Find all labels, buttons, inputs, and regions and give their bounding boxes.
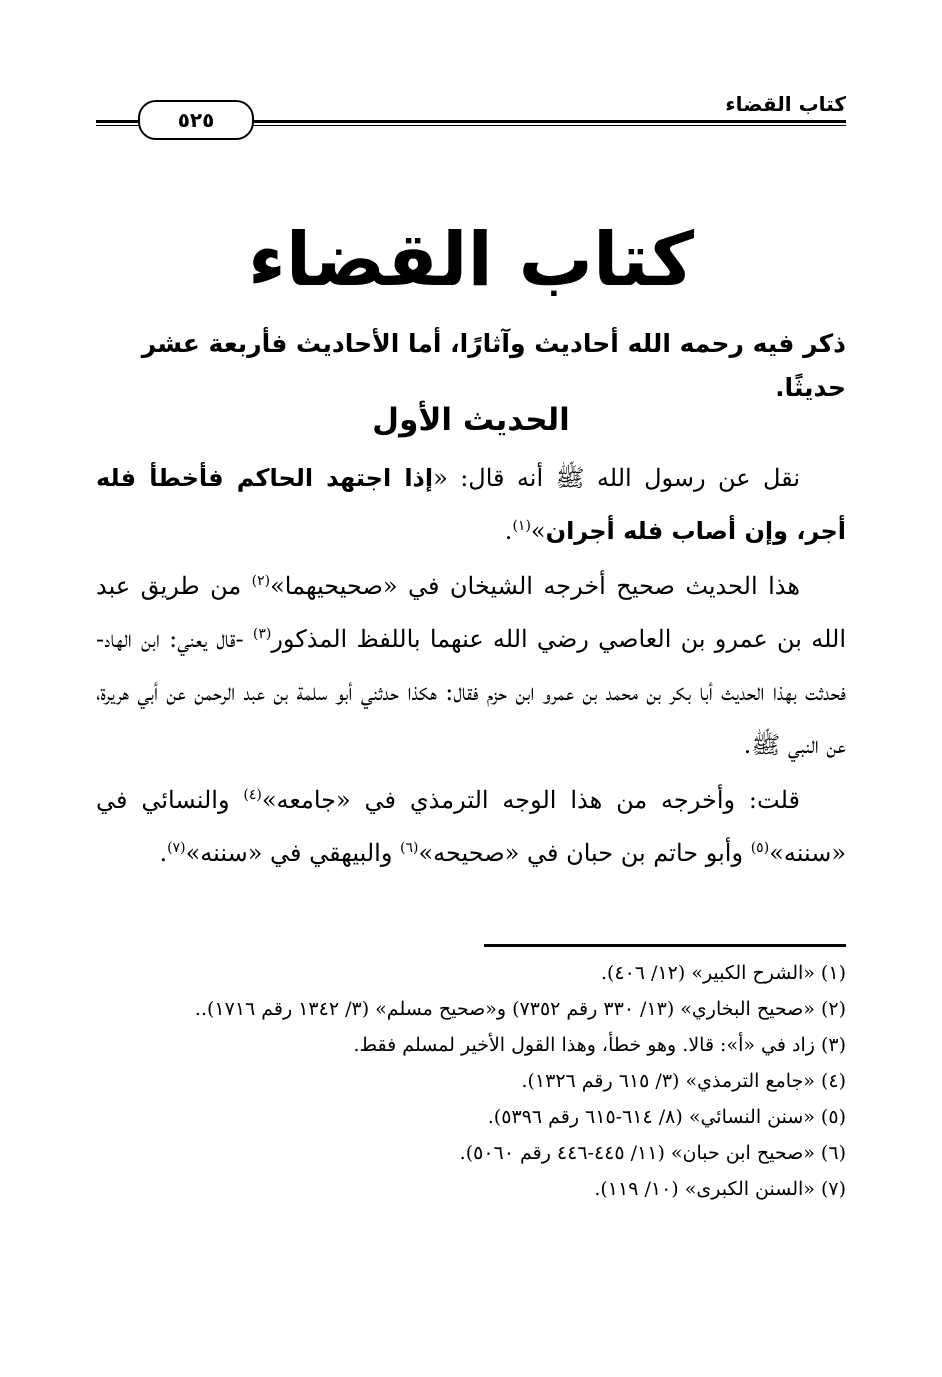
main-text [96,452,846,882]
takhrij-c: -قال يعني: ابن الهاد- فحدثت بهذا الحديث أبا بكر بن محمد بن عمرو ابن حزم فقال: هكذا حدثني أبو سلمة بن عبد الرحمن عن أبي هريرة، عن النبي ﷺ. [96,625,846,759]
running-header [96,92,846,132]
sources-d: والبيهقي في «سننه» [185,839,401,867]
paragraph-hadith [96,452,846,558]
footnote-ref-3: (٣) [252,626,272,642]
footnotes [96,956,846,1208]
footnote-ref-2: (٢) [251,573,271,589]
footnote-ref-5: (٥) [750,840,770,856]
hadith-quote: إذا اجتهد الحاكم فأخطأ فله أجر، وإن أصاب فله أجران [96,464,846,545]
paragraph-takhrij [96,560,846,772]
footnote-3: (٣) زاد في «أ»: قالا. وهو خطأ، وهذا القول الأخير لمسلم فقط. [353,1034,846,1056]
section-title: الحديث الأول [372,402,570,438]
sources-a: قلت: وأخرجه من هذا الوجه الترمذي في «جامعه» [261,786,801,814]
footnote-ref-7: (٧) [167,840,186,856]
footnote-separator [484,944,846,947]
chapter-title: كتاب القضاء [247,217,695,303]
footnote-ref-6: (٦) [400,840,419,856]
footnote-7: (٧) «السنن الكبرى» (١٠/ ١١٩). [594,1178,846,1200]
footnote-2: (٢) «صحيح البخاري» (١٣/ ٣٣٠ رقم ٧٣٥٢) و«صحيح مسلم» (٣/ ١٣٤٢ رقم ١٧١٦).. [194,998,846,1020]
quote-close: » [530,517,546,545]
hadith-end: . [504,517,513,545]
footnote-1: (١) «الشرح الكبير» (١٢/ ٤٠٦). [600,962,846,984]
footnote-6: (٦) «صحيح ابن حبان» (١١/ ٤٤٥-٤٤٦ رقم ٥٠٦٠). [459,1142,846,1164]
takhrij-a: هذا الحديث صحيح أخرجه الشيخان في «صحيحيهما» [270,572,800,600]
sources-b: والنسائي في «سننه» [96,786,846,867]
footnote-5: (٥) «سنن النسائي» (٨/ ٦١٤-٦١٥ رقم ٥٣٩٦). [487,1106,846,1128]
takhrij-b: من طريق عبد الله بن عمرو بن العاصي رضي الله عنهما باللفظ المذكور [96,572,847,653]
footnote-4: (٤) «جامع الترمذي» (٣/ ٦١٥ رقم ١٣٢٦). [521,1070,846,1092]
chapter-intro: ذكر فيه رحمه الله أحاديث وآثارًا، أما الأحاديث فأربعة عشر حديثًا. [141,329,846,402]
page-number: ٥٢٥ [138,100,254,140]
sources-c: وأبو حاتم بن حبان في «صحيحه» [418,839,751,867]
running-title: كتاب القضاء [717,92,846,116]
sources-end: . [159,839,168,867]
footnote-ref-4: (٤) [243,787,262,803]
hadith-intro: نقل عن رسول الله ﷺ أنه قال: « [433,464,801,492]
paragraph-sources [96,774,846,880]
footnote-ref-1: (١) [512,518,531,534]
